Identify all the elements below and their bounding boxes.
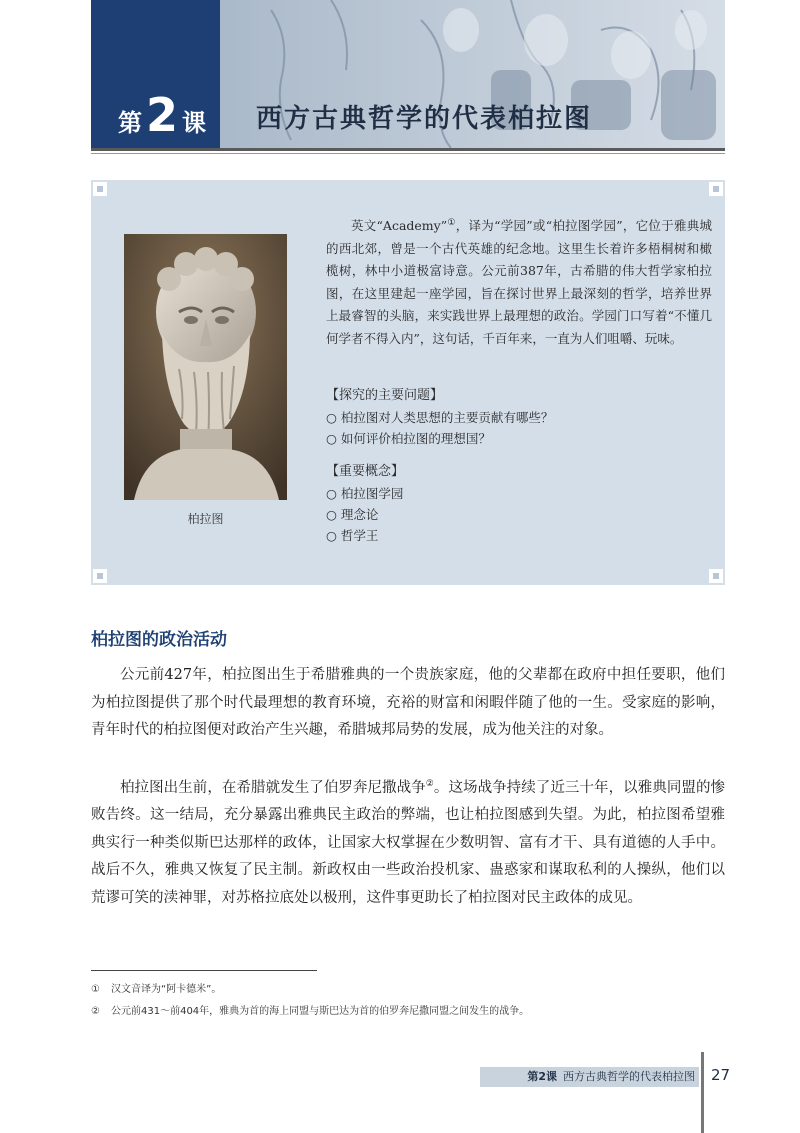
footnote-2 bbox=[91, 1002, 529, 1017]
portrait-caption: 柏拉图 bbox=[187, 512, 224, 526]
section-heading: 柏拉图的政治活动 bbox=[91, 630, 227, 650]
header-divider bbox=[91, 148, 725, 151]
footnote-1 bbox=[91, 980, 221, 995]
key-concepts-heading: 【重要概念】 bbox=[326, 464, 405, 479]
body-text-start: 柏拉图出生前，在希腊就发生了伯罗奔尼撒战争 bbox=[120, 779, 426, 796]
list-item: ○ 理念论 bbox=[326, 504, 706, 525]
header-divider-thin bbox=[91, 153, 725, 154]
plato-bust-image bbox=[124, 234, 287, 500]
corner-ornament bbox=[93, 569, 107, 583]
footnote-mark: ① bbox=[91, 984, 100, 995]
key-concepts bbox=[326, 461, 706, 546]
body-text-rest: 。这场战争持续了近三十年，以雅典同盟的惨败告终。这一结局，充分暴露出雅典民主政治的弊端，也让柏拉图感到失望。为此，柏拉图希望雅典实行一种类似斯巴达那样的政体，让国家大权掌握在少数明智、富有才干、具有道德的人手中。战后不久，雅典又恢复了民主制。新政权由一些政治投机家、蛊惑家和谋取私利的人操纵，他们以荒谬可笑的渎神罪，对苏格拉底处以极刑，这件事更助长了柏拉图对民主政体的成见。 bbox=[91, 779, 726, 906]
footnote-mark: ② bbox=[91, 1006, 100, 1017]
list-item: ○ 柏拉图学园 bbox=[326, 483, 706, 504]
corner-ornament bbox=[709, 182, 723, 196]
key-questions bbox=[326, 385, 706, 449]
footnote-ref-1[interactable]: ① bbox=[447, 218, 456, 228]
lesson-number: 2 bbox=[146, 88, 179, 142]
plato-bust-drawing bbox=[124, 234, 287, 500]
footer-title: 西方古典哲学的代表柏拉图 bbox=[563, 1070, 695, 1083]
body-paragraph bbox=[91, 771, 725, 912]
corner-ornament bbox=[709, 569, 723, 583]
intro-text-rest: ，译为“学园”或“柏拉图学园”，它位于雅典城的西北郊，曾是一个古代英雄的纪念地。这里生长着许多梧桐树和橄榄树，林中小道极富诗意。公元前387年，古希腊的伟大哲学家柏拉图，在这里建起一座学园，旨在探讨世界上最深刻的哲学，培养世界上最睿智的头脑，来实践世界上最理想的政治。学园门口写着“不懂几何学者不得入内”，这句话，千百年来，一直为人们咀嚼、玩味。 bbox=[326, 218, 713, 346]
body-paragraph: 公元前427年，柏拉图出生于希腊雅典的一个贵族家庭，他的父辈都在政府中担任要职，他们为柏拉图提供了那个时代最理想的教育环境，充裕的财富和闲暇伴随了他的一生。受家庭的影响，青年时代的柏拉图便对政治产生兴趣，希腊城邦局势的发展，成为他关注的对象。 bbox=[91, 667, 725, 738]
footnote-divider bbox=[91, 970, 317, 971]
running-footer bbox=[480, 1067, 699, 1087]
page-title: 西方古典哲学的代表柏拉图 bbox=[256, 104, 593, 134]
key-questions-list bbox=[326, 407, 706, 449]
list-item: ○ 哲学王 bbox=[326, 525, 706, 546]
page-number: 27 bbox=[711, 1066, 731, 1084]
list-item: ○ 柏拉图对人类思想的主要贡献有哪些？ bbox=[326, 407, 706, 428]
intro-text-start: 英文“Academy” bbox=[351, 218, 448, 234]
footnote-text: 公元前431～前404年，雅典为首的海上同盟与斯巴达为首的伯罗奔尼撒同盟之间发生的战争。 bbox=[111, 1006, 530, 1017]
lesson-suffix: 课 bbox=[182, 109, 207, 137]
footnote-text: 汉文音译为“阿卡德米”。 bbox=[111, 984, 222, 995]
footer-lesson: 第2课 bbox=[527, 1070, 557, 1083]
footnote-ref-2[interactable]: ② bbox=[425, 779, 434, 789]
list-item: ○ 如何评价柏拉图的理想国？ bbox=[326, 428, 706, 449]
key-questions-heading: 【探究的主要问题】 bbox=[326, 388, 444, 403]
intro-paragraph bbox=[326, 212, 712, 350]
lesson-label bbox=[118, 88, 207, 142]
corner-ornament bbox=[93, 182, 107, 196]
footer-divider bbox=[701, 1052, 704, 1133]
key-concepts-list bbox=[326, 483, 706, 546]
lesson-prefix: 第 bbox=[118, 109, 142, 137]
